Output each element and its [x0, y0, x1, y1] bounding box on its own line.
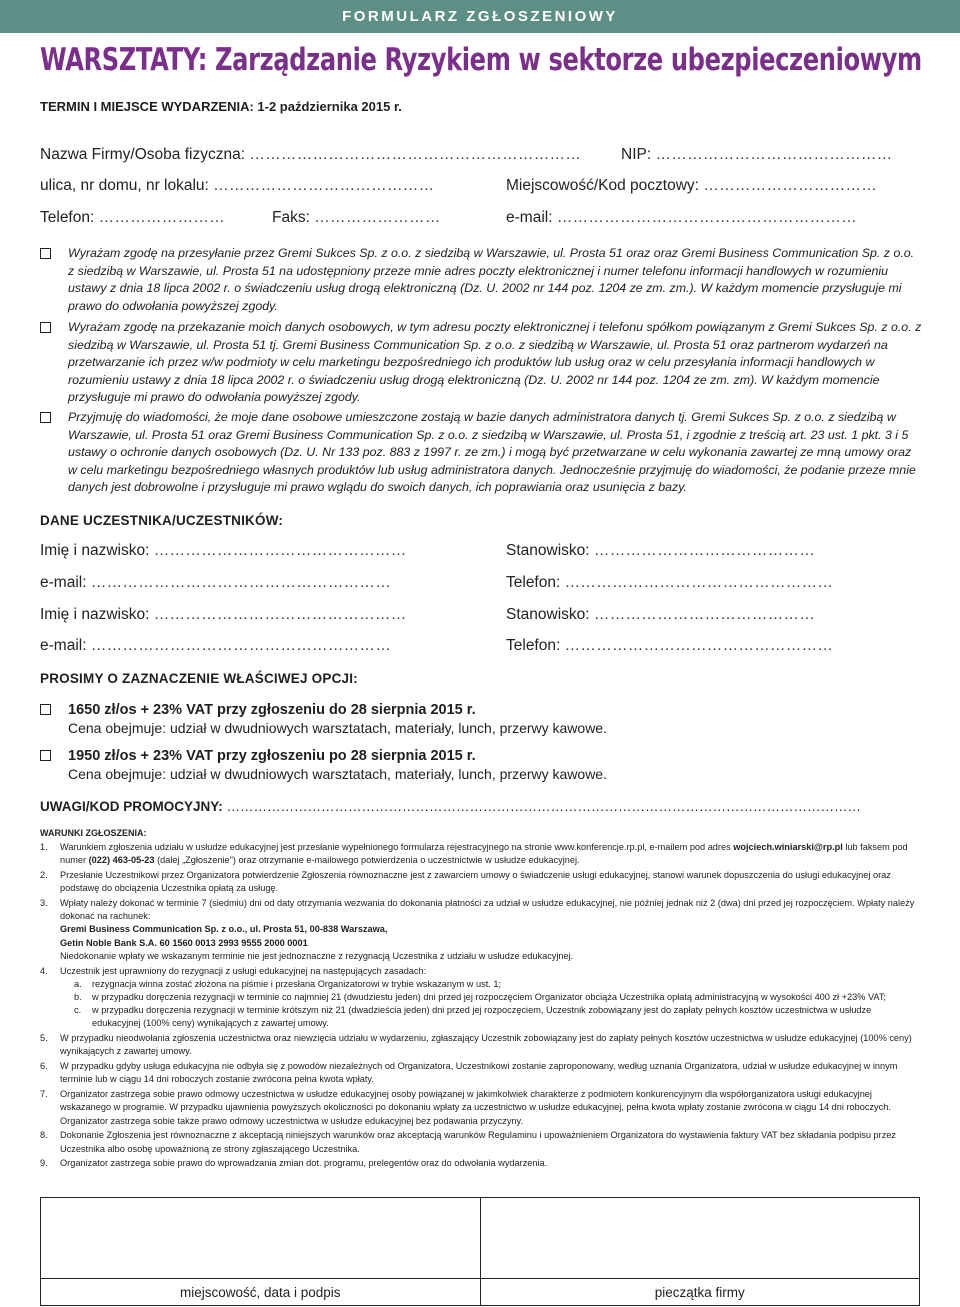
- terms-item-5: 5. W przypadku nieodwołania zgłoszenia uczestnictwa oraz niewzięcia udziału w wydarzeniu, zgłaszający Uczestnik zobowiązany jest do zapłaty pełnych kosztów uczestnictwa w usłudze edukacyjnej (100% ceny) wynikających z zawartej umowy.: [40, 1033, 912, 1057]
- participant-2-email-field[interactable]: e-mail: …………………………………………………: [40, 637, 392, 654]
- signature-labels: [40, 1279, 920, 1306]
- terms-5-text: W przypadku nieodwołania zgłoszenia uczestnictwa oraz niewzięcia udziału w wydarzeniu, zgłaszający Uczestnik zobowiązany jest do zapłaty pełnych kosztów uczestnictwa w usłudze edukacyjnej (100% ceny) wynikających z zawartej umowy.: [60, 1033, 912, 1057]
- consent-2-checkbox[interactable]: [40, 322, 51, 333]
- terms-3-text: Wpłaty należy dokonać w terminie 7 (siedmiu) dni od daty otrzymania wezwania do dokonania płatności za udział w usłudze edukacyjnej, nie później jednak niż 2 (dwa) dni przed jej rozpoczęciem. Wpłaty należy dokonać na rachunek:: [60, 898, 915, 922]
- page-title: WARSZTATY: Zarządzanie Ryzykiem w sektorze ubezpieczeniowym: [40, 42, 922, 78]
- street-field[interactable]: ulica, nr domu, nr lokalu: ……………………………………: [40, 177, 435, 194]
- bank-recipient: Gremi Business Communication Sp. z o.o., ul. Prosta 51, 00-838 Warszawa,: [60, 924, 388, 935]
- company-email-field[interactable]: e-mail: …………………………………………………: [506, 209, 858, 226]
- participant-1-phone-label: Telefon:: [506, 574, 561, 591]
- city-label: Miejscowość/Kod pocztowy:: [506, 177, 699, 194]
- terms-1-text: Warunkiem zgłoszenia udziału w usłudze edukacyjnej jest przesłanie wypełnionego formularza rejestracyjnego na stronie www.konferencje.rp.pl, e-mailem pod adres: [60, 842, 731, 852]
- terms-4-text: Uczestnik jest uprawniony do rezygnacji z usługi edukacyjnej na następujących zasadach:: [60, 965, 427, 976]
- consent-1-checkbox[interactable]: [40, 248, 51, 259]
- street-label: ulica, nr domu, nr lokalu:: [40, 177, 209, 194]
- terms-8-text: Dokonanie Zgłoszenia jest równoznaczne z akceptacją niniejszych warunków oraz akceptacją warunków Regulaminu i upoważnieniem Organizatora do wystawienia faktury VAT bez składania podpisu przez Uczestnika albo osobę upoważnioną ze strony zgłaszającego Uczestnika.: [60, 1130, 896, 1154]
- consent-data-processing: [40, 409, 922, 497]
- terms-4b-text: w przypadku doręczenia rezygnacji w terminie co najmniej 21 (dwudziestu jeden) dni przed jej rozpoczęciem Organizator obciąża Uczestnika opłatą administracyjną w wysokości 400 zł +23% VAT;: [92, 992, 886, 1003]
- terms-4a-text: rezygnacja winna zostać złożona na piśmie i przesłana Organizatorowi w trybie wskazanym w ust. 1;: [92, 978, 502, 989]
- participant-2-email-label: e-mail:: [40, 637, 87, 654]
- signature-box: [40, 1197, 920, 1279]
- company-name-field[interactable]: Nazwa Firmy/Osoba fizyczna: ………………………………………………………: [40, 146, 582, 163]
- option-late-checkbox[interactable]: [40, 750, 51, 761]
- signature-area[interactable]: [41, 1198, 480, 1278]
- terms-1-fax: (022) 463-05-23: [88, 855, 155, 866]
- nip-label: NIP:: [621, 146, 652, 163]
- form-header-label: FORMULARZ ZGŁOSZENIOWY: [342, 8, 618, 25]
- company-phone-label: Telefon:: [40, 209, 95, 226]
- participant-2-name-label: Imię i nazwisko:: [40, 606, 150, 623]
- terms-item-3: 3. Wpłaty należy dokonać w terminie 7 (siedmiu) dni od daty otrzymania wezwania do dokonania płatności za udział w usłudze edukacyjnej, nie później jednak niż 2 (dwa) dni przed jej rozpoczęciem. Wpłaty należy dokonać na rachunek: Gremi Business Communication Sp. z o.o., ul. Prosta 51, 00-838 Warszawa, Getin Noble Bank S.A. 60 1560 0013 2993 9555 2000 0001 Niedokonanie wpłaty we wskazanym terminie nie jest jednoznaczne z rezygnacją Uczestnika z udziału w usłudze edukacyjnej.: [40, 897, 920, 963]
- terms-7-text: Organizator zastrzega sobie prawo odmowy uczestnictwa w usłudze edukacyjnej osoby powiązanej w jakimkolwiek charakterze z podmiotem konkurencyjnym dla współorganizatora usługi edukacyjnej wskazanego w programie. W przypadku ujawnienia powyższych okoliczności po dokonaniu wpłaty za uczestnictwo w usłudze edukacyjnej, pełna kwota wpłaty zostanie zwrócona w ciągu 14 dni roboczych. Organizator zastrzega sobie także prawo odmowy uczestnictwa w usłudze edukacyjnej bez podawania przyczyny.: [60, 1089, 891, 1126]
- terms-item-8: 8. Dokonanie Zgłoszenia jest równoznaczne z akceptacją niniejszych warunków oraz akceptacją warunków Regulaminu i upoważnieniem Organizatora do wystawienia faktury VAT bez składania podpisu przez Uczestnika albo osobę upoważnioną ze strony zgłaszającego Uczestnika.: [40, 1130, 896, 1154]
- promo-code-label: UWAGI/KOD PROMOCYJNY:: [40, 799, 223, 814]
- terms-item-6: 6. W przypadku gdyby usługa edukacyjna nie odbyła się z powodów niezależnych od Organizatora, Uczestnikowi zostanie zaproponowany, według uznania Organizatora, udział w usłudze edukacyjnej w innym terminie lub w ciągu 14 dni roboczych zostanie zwrócona pełna kwota wpłaty.: [40, 1061, 898, 1085]
- consent-3-checkbox[interactable]: [40, 412, 51, 423]
- option-late-desc: Cena obejmuje: udział w dwudniowych warsztatach, materiały, lunch, przerwy kawowe.: [68, 766, 607, 782]
- option-early-desc: Cena obejmuje: udział w dwudniowych warsztatach, materiały, lunch, przerwy kawowe.: [68, 720, 607, 736]
- consent-marketing-email: [40, 245, 922, 315]
- fax-label: Faks:: [272, 209, 310, 226]
- participant-1-position-label: Stanowisko:: [506, 542, 590, 559]
- city-field[interactable]: Miejscowość/Kod pocztowy: ……………………………: [506, 177, 878, 194]
- participant-2-phone-field[interactable]: Telefon: ……………………………………………: [506, 637, 834, 654]
- event-date-line: TERMIN I MIEJSCE WYDARZENIA: 1-2 października 2015 r.: [40, 99, 402, 114]
- participant-1-position-field[interactable]: Stanowisko: ……………………………………: [506, 542, 816, 559]
- terms-item-9: 9. Organizator zastrzega sobie prawo do wprowadzania zmian dot. programu, prelegentów oraz do odwołania wydarzenia.: [40, 1158, 548, 1169]
- company-email-label: e-mail:: [506, 209, 553, 226]
- participant-1-email-label: e-mail:: [40, 574, 87, 591]
- terms-4c: c. w przypadku doręczenia rezygnacji w terminie krótszym niż 21 (dwadzieścia jeden) dni przed jej rozpoczęciem, Uczestnik zobowiązany jest do zapłaty pełnych kosztów uczestnictwa w usłudze edukacyjnej (100% ceny) wynikających z zawartej umowy.: [74, 1005, 872, 1029]
- participant-2-position-field[interactable]: Stanowisko: ……………………………………: [506, 606, 816, 623]
- terms-3-post: Niedokonanie wpłaty we wskazanym terminie nie jest jednoznaczne z rezygnacją Uczestnika z udziału w usłudze edukacyjnej.: [60, 950, 574, 961]
- stamp-label: pieczątka firmy: [481, 1279, 921, 1306]
- company-name-label: Nazwa Firmy/Osoba fizyczna:: [40, 146, 245, 163]
- terms-item-1: 1. Warunkiem zgłoszenia udziału w usłudze edukacyjnej jest przesłanie wypełnionego formularza rejestracyjnego na stronie www.konferencje.rp.pl, e-mailem pod adres wojciech.winiarski@rp.pl lub faksem pod numer (022) 463-05-23 (dalej „Zgłoszenie") oraz otrzymanie e-mailowego potwierdzenia o uczestnictwie w usłudze edukacyjnej.: [40, 842, 908, 866]
- company-phone-field[interactable]: Telefon: ……………………: [40, 209, 226, 226]
- participant-2-position-label: Stanowisko:: [506, 606, 590, 623]
- consent-1-text: Wyrażam zgodę na przesyłanie przez Gremi Sukces Sp. z o.o. z siedzibą w Warszawie, ul. Prosta 51 oraz oraz Gremi Business Communication Sp. z o.o. z siedzibą w Warszawie, ul. Prosta 51 na udostępniony przeze mnie adres poczty elektronicznej i numer telefonu informacji handlowych w rozumieniu ustawy z dnia 18 lipca 2002 r. o świadczeniu usług drogą elektroniczną (Dz. U. 2002 nr 144 poz. 1204 ze zm. zm.). W każdym momencie przysługuje mi prawo do odwołania powyższej zgody.: [68, 246, 915, 313]
- terms-4a: a. rezygnacja winna zostać złożona na piśmie i przesłana Organizatorowi w trybie wskazanym w ust. 1;: [74, 978, 502, 989]
- fax-field[interactable]: Faks: ……………………: [272, 209, 441, 226]
- consent-data-transfer: [40, 319, 922, 407]
- consent-3-text: Przyjmuję do wiadomości, że moje dane osobowe umieszczone zostają w bazie danych administratora danych tj. Gremi Sukces Sp. z o.o. z siedzibą w Warszawie, ul. Prosta 51 oraz Gremi Business Communication Sp. z o.o. z siedzibą w Warszawie, ul. Prosta 51, i zgodnie z treścią art. 23 ust. 1 pkt. 3 i 5 ustawy o ochronie danych osobowych (Dz. U. Nr 133 poz. 883 z 1997 r. ze zm.) i mogą być przetwarzane w celu wykonania zawartej ze mną umowy oraz w celu marketingu bezpośredniego własnych produktów lub usług administratora danych. Jednocześnie przyjmuję do wiadomości, że podanie przeze mnie danych jest dobrowolne i przysługuje mi prawo wglądu do swoich danych, ich poprawiania oraz usunięcia z bazy.: [68, 410, 916, 495]
- participant-2-phone-label: Telefon:: [506, 637, 561, 654]
- terms-6-text: W przypadku gdyby usługa edukacyjna nie odbyła się z powodów niezależnych od Organizatora, Uczestnikowi zostanie zaproponowany, według uznania Organizatora, udział w usłudze edukacyjnej w innym terminie lub w ciągu 14 dni roboczych zostanie zwrócona pełna kwota wpłaty.: [60, 1061, 898, 1085]
- terms-item-7: 7. Organizator zastrzega sobie prawo odmowy uczestnictwa w usłudze edukacyjnej osoby powiązanej w jakimkolwiek charakterze z podmiotem konkurencyjnym dla współorganizatora usługi edukacyjnej wskazanego w programie. W przypadku ujawnienia powyższych okoliczności po dokonaniu wpłaty za uczestnictwo w usłudze edukacyjnej, pełna kwota wpłaty zostanie zwrócona w ciągu 14 dni roboczych. Organizator zastrzega sobie także prawo odmowy uczestnictwa w usłudze edukacyjnej bez podawania przyczyny.: [40, 1089, 891, 1126]
- stamp-area[interactable]: [480, 1198, 920, 1278]
- terms-1-mid: lub faksem pod numer: [60, 842, 908, 866]
- terms-4c-text: w przypadku doręczenia rezygnacji w terminie krótszym niż 21 (dwadzieścia jeden) dni przed jej rozpoczęciem, Uczestnik zobowiązany jest do zapłaty pełnych kosztów uczestnictwa w usłudze edukacyjnej (100% ceny) wynikających z zawartej umowy.: [92, 1005, 872, 1029]
- participant-2-name-field[interactable]: Imię i nazwisko: …………………………………………: [40, 606, 407, 623]
- option-early-price: 1650 zł/os + 23% VAT przy zgłoszeniu do 28 sierpnia 2015 r.: [68, 702, 476, 718]
- terms-heading: WARUNKI ZGŁOSZENIA:: [40, 828, 147, 838]
- nip-field[interactable]: NIP: ………………………………………: [621, 146, 893, 163]
- option-early-checkbox[interactable]: [40, 704, 51, 715]
- terms-list: [40, 841, 920, 1172]
- terms-1-post: (dalej „Zgłoszenie") oraz otrzymanie e-mailowego potwierdzenia o uczestnictwie w usłudze edukacyjnej.: [157, 855, 580, 866]
- participant-1-name-label: Imię i nazwisko:: [40, 542, 150, 559]
- promo-code-field[interactable]: UWAGI/KOD PROMOCYJNY: ……………………………………………………………………………………………………………………………: [40, 799, 862, 814]
- consent-2-text: Wyrażam zgodę na przekazanie moich danych osobowych, w tym adresu poczty elektronicznej i telefonu spółkom powiązanym z Gremi Sukces Sp. z o.o. z siedzibą w Warszawie, ul. Prosta 51 tj. Gremi Business Communication Sp. z o.o. z siedzibą w Warszawie, ul. Prosta 51 oraz partnerom wydarzeń na przetwarzanie ich przez w/w podmioty w celu marketingu bezpośredniego ich produktów lub usług oraz w celu przesyłania informacji handlowych w rozumieniu ustawy z dnia 18 lipca 2002 r. o świadczeniu usług drogą elektroniczną (Dz. U. 2002 nr 144 poz. 1204 ze zm. zm). W każdym momencie przysługuje mi prawo do odwołania powyższej zgody.: [68, 320, 922, 405]
- participant-1-email-field[interactable]: e-mail: …………………………………………………: [40, 574, 392, 591]
- terms-item-2: 2. Przesłanie Uczestnikowi przez Organizatora potwierdzenie Zgłoszenia równoznaczne jest z zawarciem umowy o świadczenie usługi edukacyjnej, stanowi warunek dopuszczenia do usługi edukacyjnej oraz podstawę do obciążenia Uczestnika opłatą za usługę.: [40, 870, 891, 894]
- option-late-price: 1950 zł/os + 23% VAT przy zgłoszeniu po 28 sierpnia 2015 r.: [68, 748, 476, 764]
- participant-1-phone-field[interactable]: Telefon: ……………………………………………: [506, 574, 834, 591]
- participant-1-name-field[interactable]: Imię i nazwisko: …………………………………………: [40, 542, 407, 559]
- terms-4-sublist: [74, 978, 920, 1031]
- option-late: [40, 747, 740, 783]
- terms-2-text: Przesłanie Uczestnikowi przez Organizatora potwierdzenie Zgłoszenia równoznaczne jest z zawarciem umowy o świadczenie usługi edukacyjnej, stanowi warunek dopuszczenia do usługi edukacyjnej oraz podstawę do obciążenia Uczestnika opłatą za usługę.: [60, 870, 891, 894]
- terms-9-text: Organizator zastrzega sobie prawo do wprowadzania zmian dot. programu, prelegentów oraz do odwołania wydarzenia.: [60, 1158, 548, 1169]
- terms-1-email: wojciech.winiarski@rp.pl: [733, 842, 843, 852]
- terms-4b: b. w przypadku doręczenia rezygnacji w terminie co najmniej 21 (dwudziestu jeden) dni przed jej rozpoczęciem Organizator obciąża Uczestnika opłatą administracyjną w wysokości 400 zł +23% VAT;: [74, 992, 886, 1003]
- options-heading: PROSIMY O ZAZNACZENIE WŁAŚCIWEJ OPCJI:: [40, 671, 358, 686]
- participants-heading: DANE UCZESTNIKA/UCZESTNIKÓW:: [40, 513, 284, 528]
- bank-account: Getin Noble Bank S.A. 60 1560 0013 2993 9555 2000 0001: [60, 937, 308, 948]
- terms-item-4: 4. Uczestnik jest uprawniony do rezygnacji z usługi edukacyjnej na następujących zasadach: a. rezygnacja winna zostać złożona na piśmie i przesłana Organizatorowi w trybie wskazanym w ust. 1; b. w przypadku doręczenia rezygnacji w terminie co najmniej 21 (dwudziestu jeden) dni przed jej rozpoczęciem Organizator obciąża Uczestnika opłatą administracyjną w wysokości 400 zł +23% VAT; c. w przypadku doręczenia rezygnacji w terminie krótszym niż 21 (dwadzieścia jeden) dni przed jej rozpoczęciem, Uczestnik zobowiązany jest do zapłaty pełnych kosztów uczestnictwa w usłudze edukacyjnej (100% ceny) wynikających z zawartej umowy.: [40, 965, 920, 1031]
- signature-label: miejscowość, data i podpis: [40, 1279, 481, 1306]
- option-early: [40, 701, 740, 737]
- form-header-bar: [0, 0, 960, 33]
